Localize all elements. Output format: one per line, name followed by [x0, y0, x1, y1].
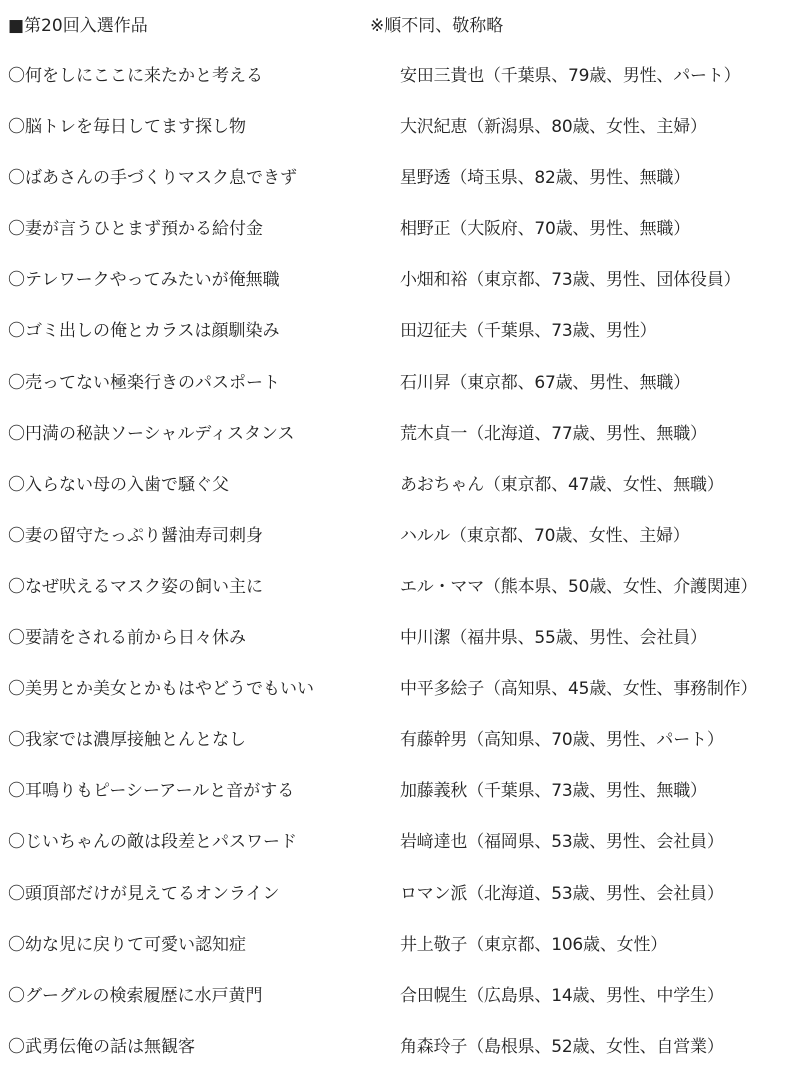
- header-note: ※順不同、敬称略: [370, 16, 504, 36]
- senryu-text: 〇テレワークやってみたいが俺無職: [8, 270, 280, 291]
- senryu-text: 〇我家では濃厚接触とんとなし: [8, 730, 246, 751]
- senryu-text: 〇何をしにここに来たかと考える: [8, 66, 263, 86]
- author-info: ロマン派（北海道、53歳、男性、会社員）: [400, 883, 724, 904]
- list-item: [8, 163, 798, 214]
- author-info: あおちゃん（東京都、47歳、女性、無職）: [400, 474, 724, 495]
- author-info: 角森玲子（島根県、52歳、女性、自営業）: [400, 1036, 724, 1057]
- senryu-text: 〇ばあさんの手づくりマスク息できず: [8, 168, 297, 189]
- senryu-text: 〇妻の留守たっぷり醤油寿司刺身: [8, 525, 263, 546]
- senryu-text: 〇武勇伝俺の話は無観客: [8, 1036, 195, 1057]
- author-info: 荒木貞一（北海道、77歳、男性、無職）: [400, 423, 707, 444]
- list-item: [8, 214, 798, 265]
- author-info: 岩﨑達也（福岡県、53歳、男性、会社員）: [400, 832, 724, 853]
- list-item: [8, 930, 798, 981]
- senryu-text: 〇頭頂部だけが見えてるオンライン: [8, 883, 280, 904]
- list-item: [8, 572, 798, 623]
- list-item: [8, 725, 798, 776]
- author-info: 井上敬子（東京都、106歳、女性）: [400, 934, 668, 955]
- list-item: [8, 521, 798, 572]
- senryu-text: 〇脳トレを毎日してます探し物: [8, 117, 246, 138]
- list-item: [8, 623, 798, 674]
- list-item: [8, 265, 798, 316]
- author-info: 星野透（埼玉県、82歳、男性、無職）: [400, 168, 691, 189]
- senryu-text: 〇入らない母の入歯で騒ぐ父: [8, 474, 229, 495]
- senryu-text: 〇美男とか美女とかもはやどうでもいい: [8, 679, 314, 700]
- author-info: 小畑和裕（東京都、73歳、男性、団体役員）: [400, 270, 741, 291]
- senryu-text: 〇なぜ吠えるマスク姿の飼い主に: [8, 576, 263, 597]
- author-info: 有藤幹男（高知県、70歳、男性、パート）: [400, 730, 724, 751]
- list-item: [8, 61, 798, 112]
- list-item: [8, 776, 798, 827]
- author-info: 石川昇（東京都、67歳、男性、無職）: [400, 372, 691, 393]
- senryu-text: 〇幼な児に戻りて可愛い認知症: [8, 934, 246, 955]
- page-header: [8, 12, 792, 40]
- list-item: [8, 981, 798, 1032]
- list-item: [8, 1032, 798, 1083]
- senryu-text: 〇妻が言うひとまず預かる給付金: [8, 219, 263, 240]
- author-info: エル・ママ（熊本県、50歳、女性、介護関連）: [400, 576, 758, 597]
- senryu-text: 〇円満の秘訣ソーシャルディスタンス: [8, 423, 295, 444]
- author-info: 相野正（大阪府、70歳、男性、無職）: [400, 219, 691, 240]
- entry-list: [8, 61, 798, 1083]
- senryu-text: 〇じいちゃんの敵は段差とパスワード: [8, 832, 297, 853]
- author-info: 安田三貴也（千葉県、79歳、男性、パート）: [400, 66, 741, 86]
- list-item: [8, 674, 798, 725]
- senryu-text: 〇ゴミ出しの俺とカラスは顔馴染み: [8, 321, 280, 342]
- author-info: 中平多絵子（高知県、45歳、女性、事務制作）: [400, 679, 758, 700]
- list-item: [8, 368, 798, 419]
- list-item: [8, 827, 798, 878]
- senryu-text: 〇グーグルの検索履歴に水戸黄門: [8, 985, 263, 1006]
- author-info: 合田幌生（広島県、14歳、男性、中学生）: [400, 985, 724, 1006]
- list-item: [8, 112, 798, 163]
- author-info: 大沢紀恵（新潟県、80歳、女性、主婦）: [400, 117, 707, 138]
- list-item: [8, 470, 798, 521]
- list-item: [8, 316, 798, 367]
- page-title: ■第20回入選作品: [8, 16, 148, 36]
- author-info: 田辺征夫（千葉県、73歳、男性）: [400, 321, 657, 342]
- list-item: [8, 879, 798, 930]
- list-item: [8, 419, 798, 470]
- author-info: 加藤義秋（千葉県、73歳、男性、無職）: [400, 781, 707, 802]
- senryu-text: 〇売ってない極楽行きのパスポート: [8, 372, 280, 393]
- senryu-text: 〇耳鳴りもピーシーアールと音がする: [8, 781, 295, 802]
- author-info: 中川潔（福井県、55歳、男性、会社員）: [400, 628, 707, 649]
- author-info: ハルル（東京都、70歳、女性、主婦）: [400, 525, 690, 546]
- senryu-text: 〇要請をされる前から日々休み: [8, 628, 246, 649]
